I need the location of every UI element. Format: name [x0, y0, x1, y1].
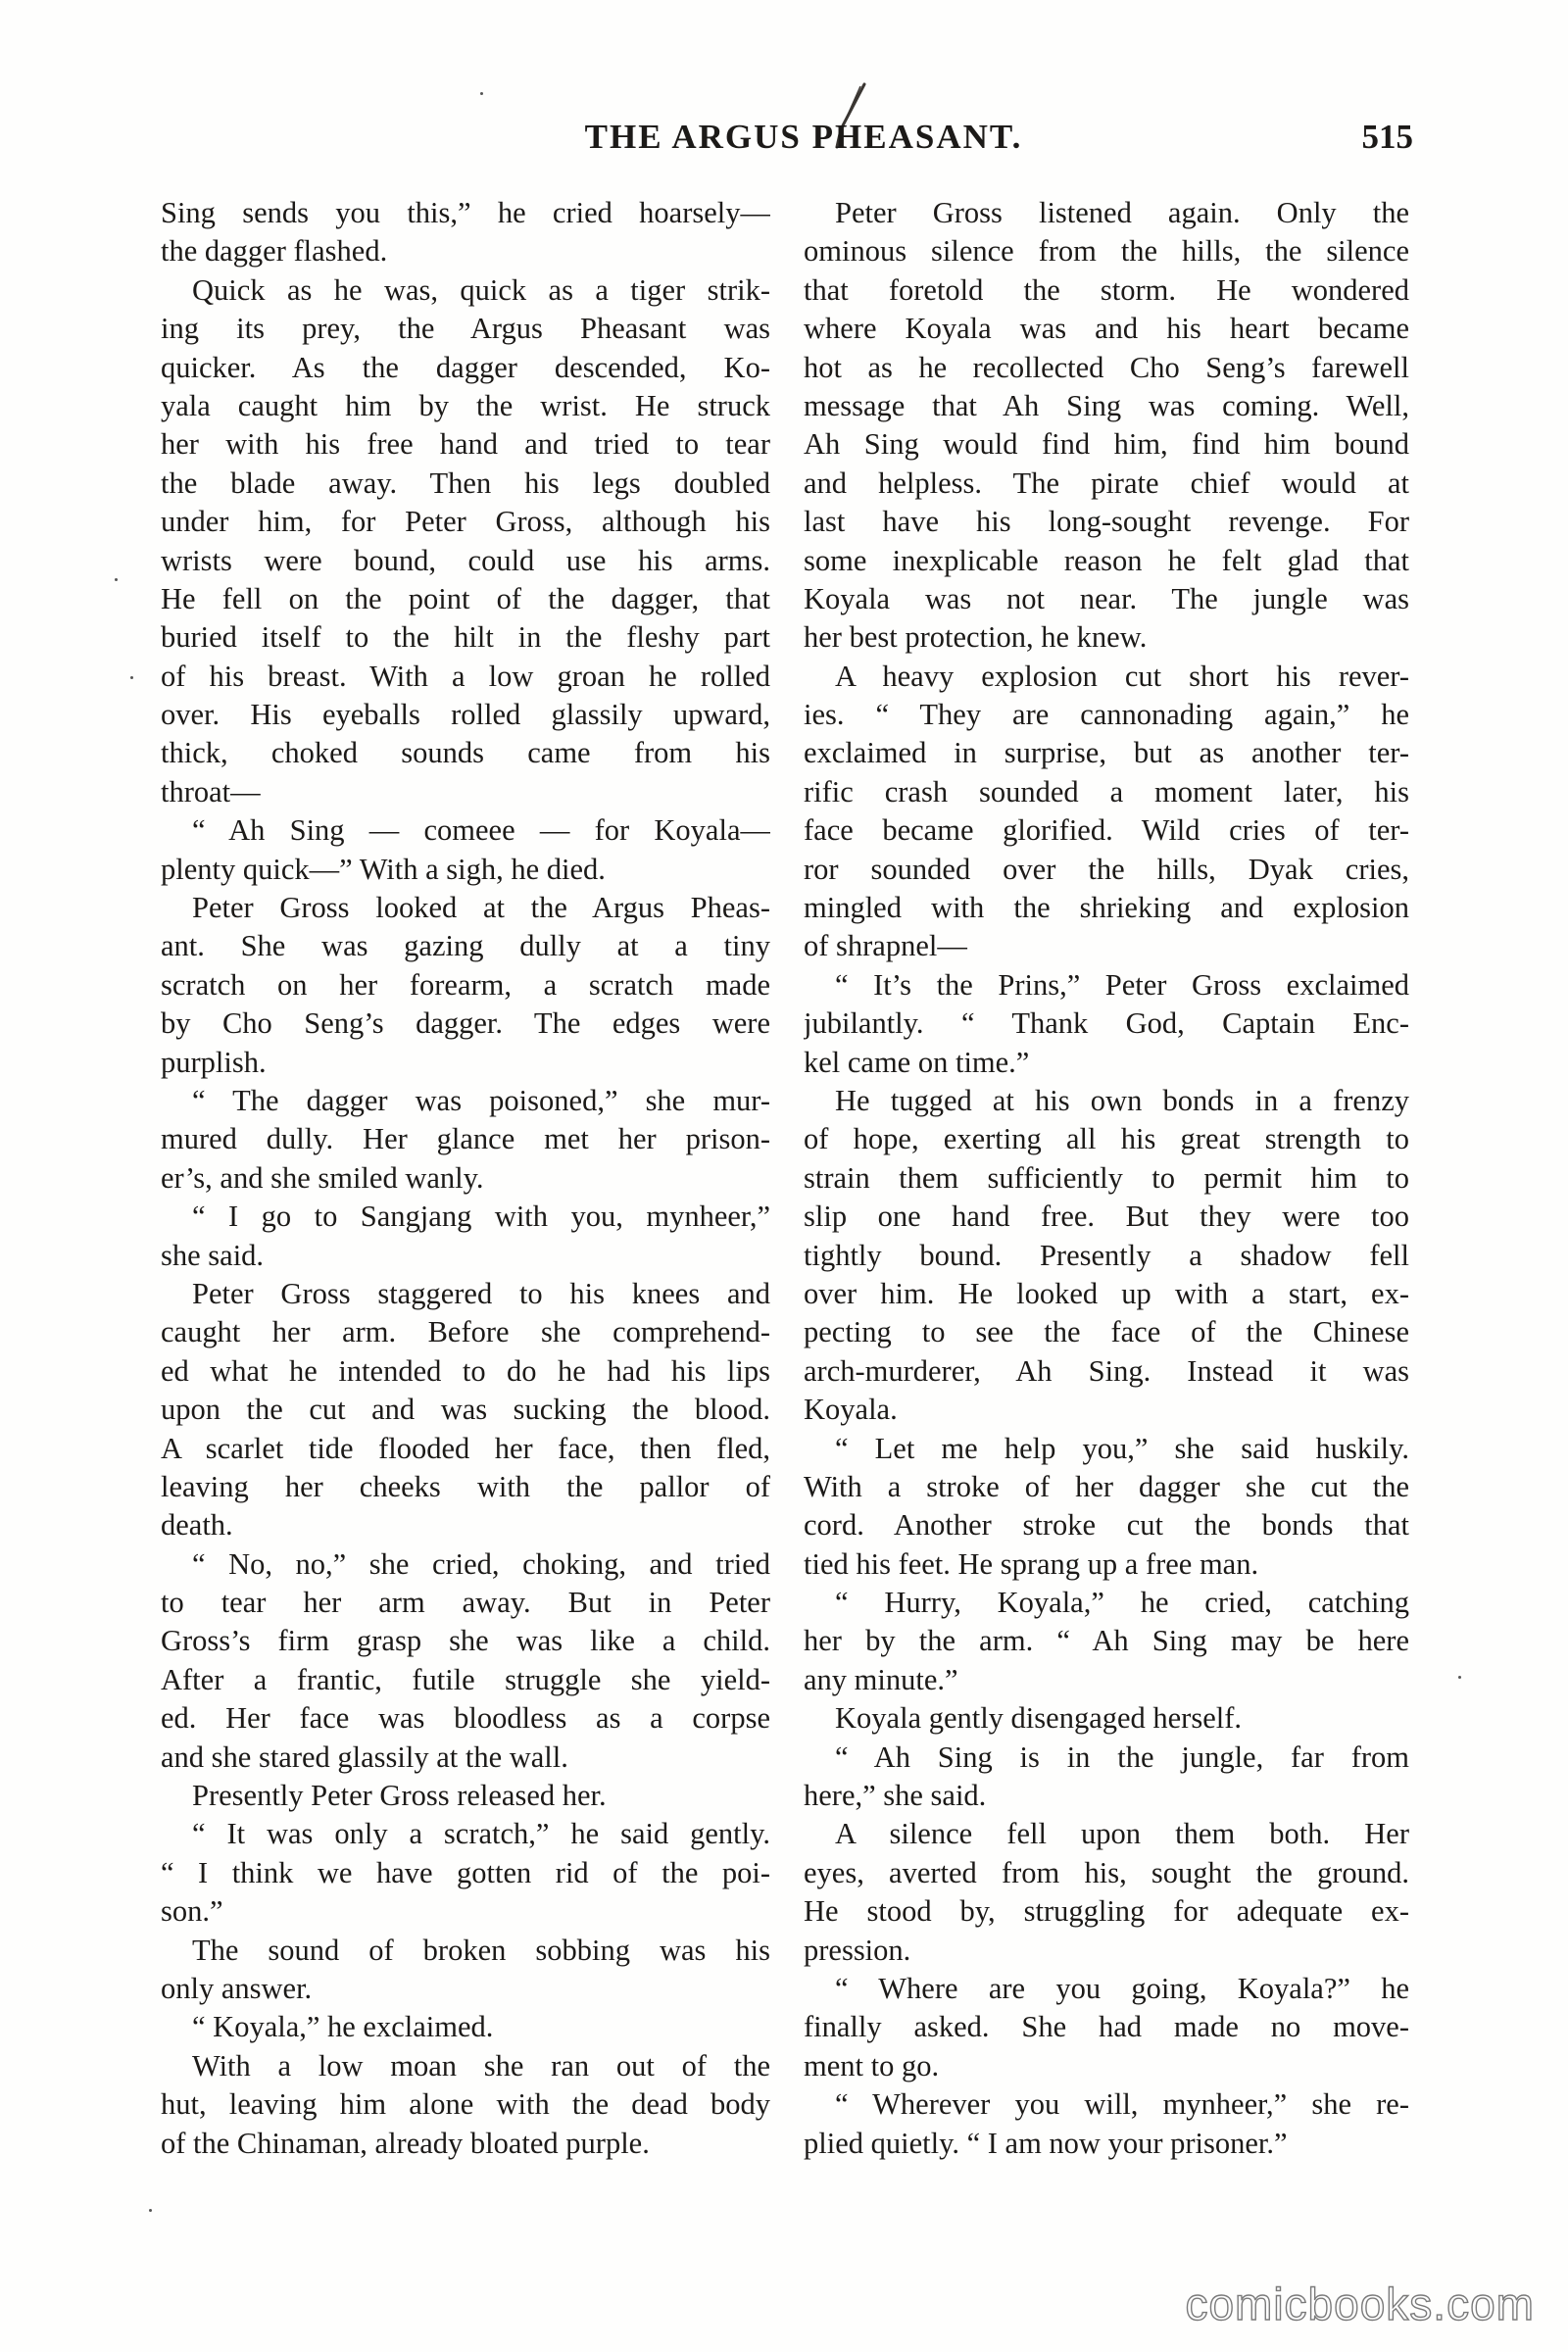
text-line: “ Koyala,” he exclaimed. [192, 2010, 494, 2044]
text-line: “ Ah Sing — comeee — for Koyala— [192, 813, 770, 848]
text-line: of hope, exerting all his great strength to [804, 1122, 1409, 1156]
text-line: any minute.” [804, 1662, 958, 1696]
text-line: she said. [161, 1238, 265, 1272]
text-line: buried itself to the hilt in the fleshy part [161, 620, 770, 655]
page-header [0, 118, 1568, 176]
text-line: where Koyala was and his heart became [804, 312, 1409, 346]
text-line: death. [161, 1508, 233, 1543]
text-line: thick, choked sounds came from his [161, 736, 770, 770]
text-line: finally asked. She had made no move- [804, 2010, 1409, 2044]
text-line: plenty quick—” With a sigh, he died. [161, 852, 606, 886]
text-line: by Cho Seng’s dagger. The edges were [161, 1006, 770, 1041]
text-line: A scarlet tide flooded her face, then fled, [161, 1431, 770, 1465]
text-line: last have his long-sought revenge. For [804, 505, 1409, 539]
text-line: over. His eyeballs rolled glassily upward, [161, 698, 770, 732]
text-line: Peter Gross looked at the Argus Pheas- [192, 891, 770, 925]
text-line: “ It was only a scratch,” he said gently. [192, 1817, 770, 1851]
print-speck [115, 578, 118, 581]
text-line: Presently Peter Gross released her. [192, 1779, 607, 1813]
watermark-logo: comicbooks.com [1185, 2278, 1535, 2329]
text-line: rific crash sounded a moment later, his [804, 774, 1409, 808]
text-line: eyes, averted from his, sought the ground. [804, 1855, 1409, 1889]
text-line: The sound of broken sobbing was his [192, 1933, 770, 1967]
text-line: the blade away. Then his legs doubled [161, 466, 770, 500]
print-speck [149, 2209, 152, 2212]
text-line: hut, leaving him alone with the dead body [161, 2087, 770, 2122]
text-line: ies. “ They are cannonading again,” he [804, 698, 1409, 732]
running-title: THE ARGUS PHEASANT. [584, 118, 1023, 156]
text-line: only answer. [161, 1971, 313, 2005]
text-line: message that Ah Sing was coming. Well, [804, 388, 1409, 422]
text-line: “ Hurry, Koyala,” he cried, catching [835, 1586, 1409, 1620]
text-line: mured dully. Her glance met her prison- [161, 1122, 770, 1156]
text-line: “ The dagger was poisoned,” she mur- [192, 1083, 770, 1117]
text-line: upon the cut and was sucking the blood. [161, 1393, 770, 1427]
text-line: exclaimed in surprise, but as another ter- [804, 736, 1409, 770]
text-line: He tugged at his own bonds in a frenzy [835, 1083, 1409, 1117]
print-speck [130, 676, 133, 679]
text-line: tied his feet. He sprang up a free man. [804, 1546, 1259, 1581]
text-line: wrists were bound, could use his arms. [161, 543, 770, 577]
text-line: caught her arm. Before she comprehend- [161, 1315, 770, 1349]
text-line: the dagger flashed. [161, 234, 388, 269]
text-line: A heavy explosion cut short his rever- [835, 659, 1409, 693]
text-line: son.” [161, 1894, 223, 1929]
text-line: er’s, and she smiled wanly. [161, 1160, 484, 1195]
text-line: Koyala gently disengaged herself. [835, 1701, 1242, 1736]
text-line: throat— [161, 774, 261, 808]
print-speck [1458, 1676, 1461, 1679]
text-line: purplish. [161, 1045, 267, 1079]
text-line: “ It’s the Prins,” Peter Gross exclaimed [835, 967, 1409, 1002]
text-line: Sing sends you this,” he cried hoarsely— [161, 196, 770, 229]
text-line: Koyala. [804, 1393, 898, 1427]
text-line: pecting to see the face of the Chinese [804, 1315, 1409, 1349]
text-line: here,” she said. [804, 1779, 987, 1813]
right-text-column [804, 194, 1409, 2163]
text-line: After a frantic, futile struggle she yield- [161, 1662, 770, 1696]
text-line: Gross’s firm grasp she was like a child. [161, 1624, 770, 1658]
text-line: With a stroke of her dagger she cut the [804, 1469, 1409, 1503]
text-line: A silence fell upon them both. Her [835, 1817, 1409, 1851]
text-line: some inexplicable reason he felt glad that [804, 543, 1409, 577]
text-line: ed what he intended to do he had his lips [161, 1353, 770, 1388]
text-line: yala caught him by the wrist. He struck [161, 388, 770, 422]
text-line: her best protection, he knew. [804, 620, 1148, 655]
text-line: “ Where are you going, Koyala?” he [835, 1971, 1409, 2005]
text-line: “ I go to Sangjang with you, mynheer,” [192, 1200, 770, 1234]
text-line: of the Chinaman, already bloated purple. [161, 2126, 650, 2160]
text-line: plied quietly. “ I am now your prisoner.” [804, 2126, 1288, 2160]
page-number: 515 [1361, 118, 1413, 156]
text-line: Ah Sing would find him, find him bound [804, 427, 1409, 462]
text-line: ed. Her face was bloodless as a corpse [161, 1701, 770, 1736]
text-line: ant. She was gazing dully at a tiny [161, 929, 770, 963]
text-line: to tear her arm away. But in Peter [161, 1586, 770, 1620]
text-line: jubilantly. “ Thank God, Captain Enc- [804, 1006, 1409, 1041]
text-line: and she stared glassily at the wall. [161, 1740, 568, 1774]
text-line: leaving her cheeks with the pallor of [161, 1469, 770, 1503]
text-line: that foretold the storm. He wondered [804, 272, 1409, 307]
text-line: arch-murderer, Ah Sing. Instead it was [804, 1353, 1409, 1388]
text-line: her with his free hand and tried to tear [161, 427, 770, 462]
text-line: cord. Another stroke cut the bonds that [804, 1508, 1409, 1543]
text-line: ror sounded over the hills, Dyak cries, [804, 852, 1409, 886]
text-line: of shrapnel— [804, 929, 967, 963]
text-line: He fell on the point of the dagger, that [161, 581, 770, 615]
text-line: He stood by, struggling for adequate ex- [804, 1894, 1409, 1929]
text-line: ing its prey, the Argus Pheasant was [161, 312, 770, 346]
left-text-column [161, 194, 770, 2163]
text-line: Peter Gross staggered to his knees and [192, 1276, 770, 1310]
text-line: “ Let me help you,” she said huskily. [835, 1431, 1409, 1465]
text-line: ment to go. [804, 2048, 940, 2082]
text-line: kel came on time.” [804, 1045, 1030, 1079]
text-line: Quick as he was, quick as a tiger strik- [192, 272, 770, 307]
text-line: tightly bound. Presently a shadow fell [804, 1238, 1409, 1272]
print-speck [480, 92, 483, 95]
text-line: mingled with the shrieking and explosion [804, 891, 1409, 925]
text-line: pression. [804, 1933, 911, 1967]
text-line: her by the arm. “ Ah Sing may be here [804, 1624, 1409, 1658]
text-line: Koyala was not near. The jungle was [804, 581, 1409, 615]
text-line: of his breast. With a low groan he rolled [161, 659, 770, 693]
text-line: “ I think we have gotten rid of the poi- [161, 1855, 770, 1889]
text-line: over him. He looked up with a start, ex- [804, 1276, 1409, 1310]
text-line: face became glorified. Wild cries of ter- [804, 813, 1409, 848]
text-line: strain them sufficiently to permit him to [804, 1160, 1409, 1195]
text-line: quicker. As the dagger descended, Ko- [161, 350, 770, 384]
text-line: hot as he recollected Cho Seng’s farewell [804, 350, 1409, 384]
text-line: Peter Gross listened again. Only the [835, 196, 1409, 229]
text-line: “ Ah Sing is in the jungle, far from [835, 1740, 1409, 1774]
text-line: ominous silence from the hills, the silence [804, 234, 1409, 269]
text-line: With a low moan she ran out of the [192, 2048, 770, 2082]
text-line: “ No, no,” she cried, choking, and tried [192, 1546, 770, 1581]
text-line: scratch on her forearm, a scratch made [161, 967, 770, 1002]
text-line: slip one hand free. But they were too [804, 1200, 1409, 1234]
text-line: “ Wherever you will, mynheer,” she re- [835, 2087, 1409, 2122]
text-line: and helpless. The pirate chief would at [804, 466, 1409, 500]
text-line: under him, for Peter Gross, although his [161, 505, 770, 539]
